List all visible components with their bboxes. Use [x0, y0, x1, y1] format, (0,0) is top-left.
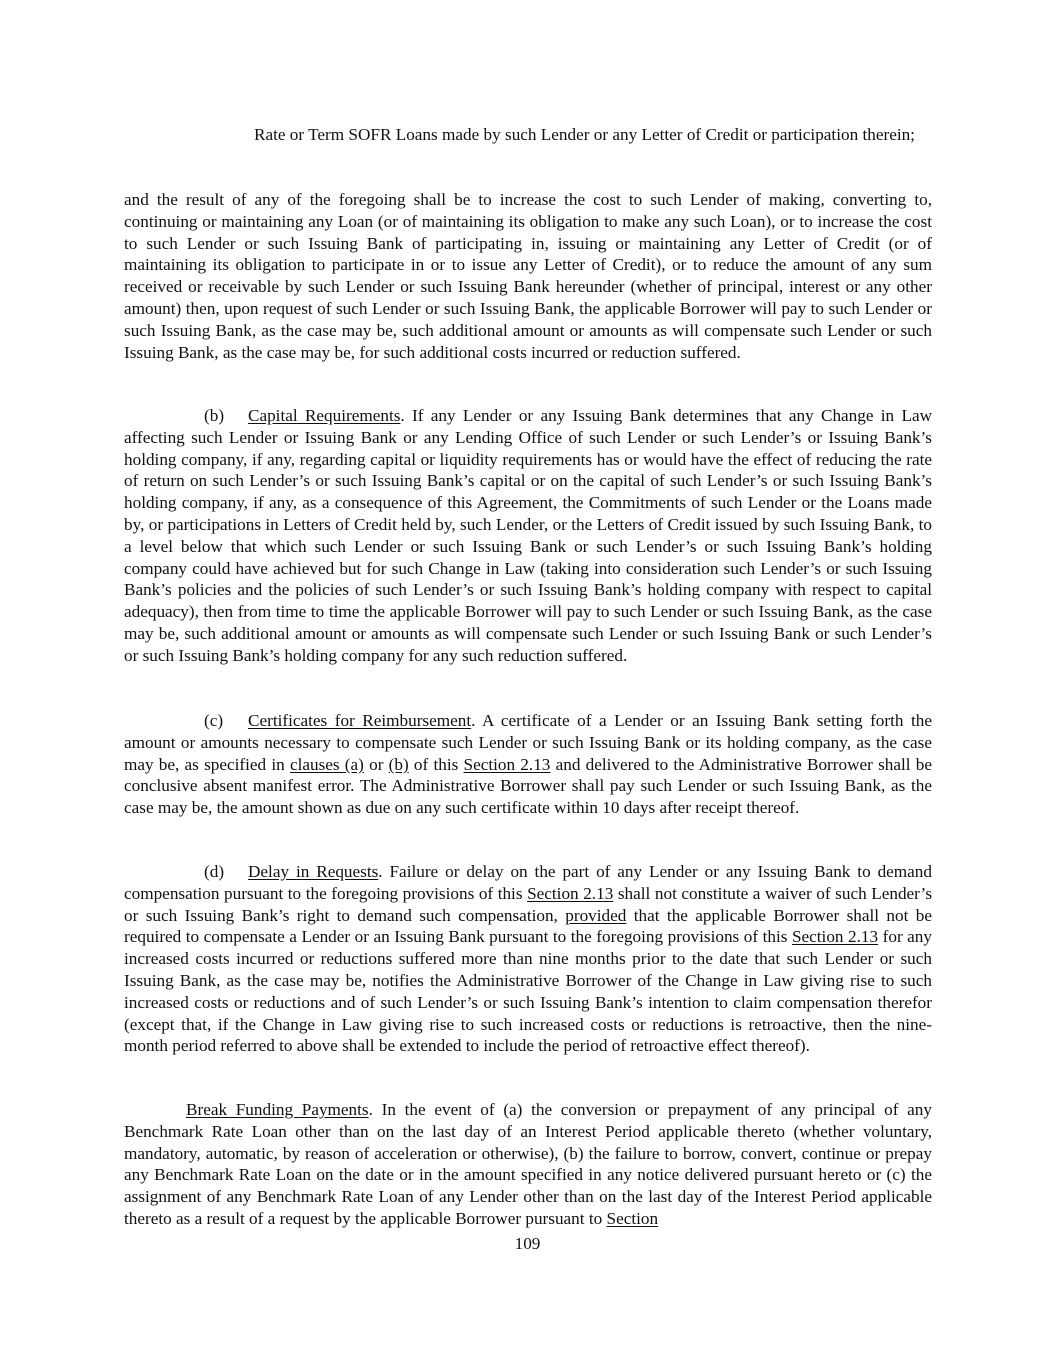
paragraph-c-text-3: of this [408, 754, 464, 774]
break-funding-heading: Break Funding Payments [186, 1100, 369, 1119]
paragraph-b-label: (b) [204, 406, 225, 425]
paragraph-d [124, 861, 932, 1057]
paragraph-c-text-2: or [363, 754, 389, 774]
continued-clause: Rate or Term SOFR Loans made by such Lender or any Letter of Credit or participation therein; [254, 125, 915, 144]
provided-term: provided [565, 905, 627, 925]
paragraph-b-heading: Capital Requirements [248, 406, 401, 425]
paragraph-d-label: (d) [204, 862, 225, 881]
section-reference: Section 2.13 [791, 927, 879, 947]
paragraph-c-text-1: . A certificate of a Lender or an Issuing Bank setting forth the amount or amounts necessary to compensate such Lender or such Issuing Bank or its holding company, as the case may be, as specified in [124, 711, 932, 774]
paragraph-c-heading: Certificates for Reimbursement [248, 711, 472, 730]
paragraph-d-text-2: shall not constitute a waiver of such Lender’s or such Issuing Bank’s right to demand such compensation, [124, 883, 933, 925]
paragraph-c-text-4: and delivered to the Administrative Borrower shall be conclusive absent manifest error. The Administrative Borrower shall pay such Lender or such Issuing Bank, as the case may be, the amount shown as due on any such certificate within 10 days after receipt thereof. [124, 754, 932, 818]
section-reference: Section [606, 1208, 659, 1228]
clause-b-reference: (b) [388, 754, 409, 774]
section-reference: Section 2.13 [463, 754, 551, 774]
paragraph-break-funding [124, 1099, 932, 1230]
paragraph-c-label: (c) [204, 711, 224, 730]
paragraph-b [124, 405, 932, 667]
page-number: 109 [514, 1234, 541, 1253]
clause-a-reference: clauses (a) [289, 754, 364, 774]
paragraph-b-text: . If any Lender or any Issuing Bank determines that any Change in Law affecting such Lender or Issuing Bank or any Lending Office of such Lender or such Lender’s or Issuing Bank’s holding company, if any, regarding capital or liquidity requirements has or would have the effect of reducing the rate of return on such Lender’s or such Issuing Bank’s capital or on the capital of such Lender’s or such Issuing Bank’s holding company, if any, as a consequence of this Agreement, the Commitments of such Lender or the Loans made by, or participations in Letters of Credit held by, such Lender, or the Letters of Credit issued by such Issuing Bank, to a level below that which such Lender or such Issuing Bank or such Lender’s or such Issuing Bank’s holding company could have achieved but for such Change in Law (taking into consideration such Lender’s or such Issuing Bank’s policies and the policies of such Lender’s or such Issuing Bank’s holding company with respect to capital adequacy), then from time to time the applicable Borrower will pay to such Lender or such Issuing Bank, as the case may be, such additional amount or amounts as will compensate such Lender or such Issuing Bank or such Lender’s or such Issuing Bank’s holding company for any such reduction suffered. [124, 406, 932, 665]
paragraph-d-heading: Delay in Requests [248, 862, 379, 881]
paragraph-d-text-3: that the applicable Borrower shall not be required to compensate a Lender or an Issuing Bank pursuant to the foregoing provisions of this [124, 905, 932, 947]
paragraph-d-text-4: for any increased costs incurred or reductions suffered more than nine months prior to the date that such Lender or such Issuing Bank, as the case may be, notifies the Administrative Borrower of the Change in Law giving rise to such increased costs or reductions and of such Lender’s or such Issuing Bank’s intention to claim compensation therefor (except that, if the Change in Law giving rise to such increased costs or reductions is retroactive, then the nine-month period referred to above shall be extended to include the period of retroactive effect thereof). [124, 927, 932, 1056]
paragraph-result: and the result of any of the foregoing shall be to increase the cost to such Lender of making, converting to, continuing or maintaining any Loan (or of maintaining its obligation to make any such Loan), or to increase the cost to such Lender or such Issuing Bank of participating in, issuing or maintaining any Letter of Credit (or of maintaining its obligation to participate in or to issue any Letter of Credit), or to reduce the amount of any sum received or receivable by such Lender or such Issuing Bank hereunder (whether of principal, interest or any other amount) then, upon request of such Lender or such Issuing Bank, the applicable Borrower will pay to such Lender or such Issuing Bank, as the case may be, such additional amount or amounts as will compensate such Lender or such Issuing Bank, as the case may be, for such additional costs incurred or reduction suffered. [124, 190, 932, 362]
section-reference: Section 2.13 [527, 883, 614, 903]
paragraph-d-text-1: . Failure or delay on the part of any Lender or any Issuing Bank to demand compensation pursuant to the foregoing provisions of this [124, 862, 932, 903]
paragraph-c [124, 710, 932, 819]
break-funding-text: . In the event of (a) the conversion or prepayment of any principal of any Benchmark Rate Loan other than on the last day of an Interest Period applicable thereto (whether voluntary, mandatory, automatic, by reason of acceleration or otherwise), (b) the failure to borrow, convert, continue or prepay any Benchmark Rate Loan on the date or in the amount specified in any notice delivered pursuant hereto or (c) the assignment of any Benchmark Rate Loan of any Lender other than on the last day of the Interest Period applicable thereto as a result of a request by the applicable Borrower pursuant to [124, 1100, 932, 1228]
